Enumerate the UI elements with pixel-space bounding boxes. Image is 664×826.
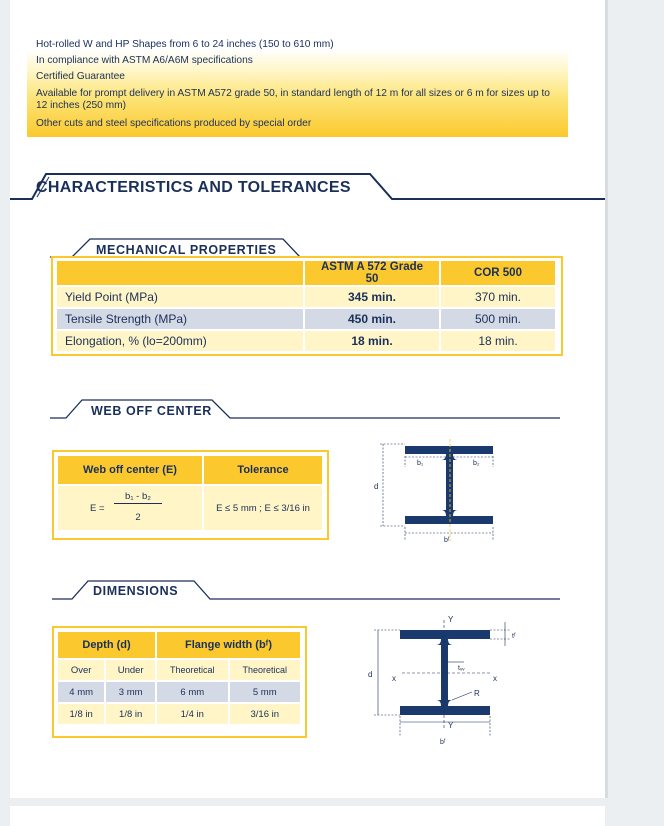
row-value-astm: 450 min. xyxy=(305,309,439,329)
row-label: Elongation, % (lo=200mm) xyxy=(57,331,303,351)
bullet-2: In compliance with ASTM A6/A6M specifications xyxy=(36,55,253,66)
formula-denominator: 2 xyxy=(135,512,141,523)
cell: 1/8 in xyxy=(58,704,104,724)
mechanical-header-cor: COR 500 xyxy=(441,261,555,285)
table-row xyxy=(57,287,555,307)
cell: 3 mm xyxy=(106,682,155,702)
diagram-d-label: d xyxy=(374,482,379,491)
diagram-y-bottom: Y xyxy=(448,721,454,730)
bullet-5: Other cuts and steel specifications produced by special order xyxy=(36,118,312,129)
table-row xyxy=(58,704,300,724)
diagram-y-top: Y xyxy=(448,615,454,624)
web-header-tolerance: Tolerance xyxy=(204,456,322,484)
next-page xyxy=(10,806,605,826)
mechanical-header-astm: ASTM A 572 Grade 50 xyxy=(305,261,439,285)
diagram-tf-label: tᶠ xyxy=(512,633,516,640)
table-row xyxy=(58,682,300,702)
dimensions-header-flange: Flange width (bᶠ) xyxy=(157,632,300,658)
table-row xyxy=(57,309,555,329)
bullet-1: Hot-rolled W and HP Shapes from 6 to 24 inches (150 to 610 mm) xyxy=(36,39,334,50)
row-value-astm: 345 min. xyxy=(305,287,439,307)
i-beam-web-diagram xyxy=(372,437,502,549)
mechanical-header-blank xyxy=(57,261,303,285)
row-value-astm: 18 min. xyxy=(305,331,439,351)
cell: 5 mm xyxy=(230,682,301,702)
diagram-r-label: R xyxy=(474,689,480,698)
web-header-e: Web off center (E) xyxy=(58,456,202,484)
diagram-d-label: d xyxy=(368,670,373,679)
bullet-3: Certified Guarantee xyxy=(36,71,125,82)
row-value-cor: 18 min. xyxy=(441,331,555,351)
sub-header-theoretical-2: Theoretical xyxy=(230,660,301,680)
dimensions-table xyxy=(56,630,302,726)
cell: 1/8 in xyxy=(106,704,155,724)
diagram-b1-label: b₁ xyxy=(417,460,424,467)
table-row xyxy=(57,331,555,351)
diagram-x-left: x xyxy=(392,674,396,683)
row-label: Yield Point (MPa) xyxy=(57,287,303,307)
diagram-tw-label: tᵥᵥ xyxy=(458,665,465,672)
diagram-b2-label: b₂ xyxy=(473,460,480,467)
row-value-cor: 370 min. xyxy=(441,287,555,307)
sub-header-over: Over xyxy=(58,660,104,680)
cell: 4 mm xyxy=(58,682,104,702)
diagram-bf-label: bᶠ xyxy=(440,739,446,746)
diagram-bf-label: bᶠ xyxy=(444,537,450,544)
web-title: WEB OFF CENTER xyxy=(91,404,212,418)
dimensions-header-depth: Depth (d) xyxy=(58,632,155,658)
diagram-x-right: x xyxy=(493,674,497,683)
web-tolerance-value: E ≤ 5 mm ; E ≤ 3/16 in xyxy=(204,486,322,530)
formula-lhs: E = xyxy=(90,503,105,514)
row-label: Tensile Strength (MPa) xyxy=(57,309,303,329)
formula-numerator: b₁ - b₂ xyxy=(114,491,162,504)
cell: 3/16 in xyxy=(230,704,301,724)
sub-header-theoretical-1: Theoretical xyxy=(157,660,227,680)
cell: 1/4 in xyxy=(157,704,227,724)
web-table xyxy=(56,454,324,532)
mechanical-title: MECHANICAL PROPERTIES xyxy=(96,243,277,257)
sub-header-under: Under xyxy=(106,660,155,680)
web-formula xyxy=(58,486,202,530)
main-title: CHARACTERISTICS AND TOLERANCES xyxy=(36,179,351,196)
row-value-cor: 500 min. xyxy=(441,309,555,329)
i-beam-dimensions-diagram xyxy=(364,612,524,762)
dimensions-title: DIMENSIONS xyxy=(93,584,179,598)
mechanical-table xyxy=(55,259,557,353)
cell: 6 mm xyxy=(157,682,227,702)
bullet-4: Available for prompt delivery in ASTM A572 grade 50, in standard length of 12 m for all sizes or 6 m for sizes up to 12 inches (250 mm) xyxy=(36,88,550,111)
